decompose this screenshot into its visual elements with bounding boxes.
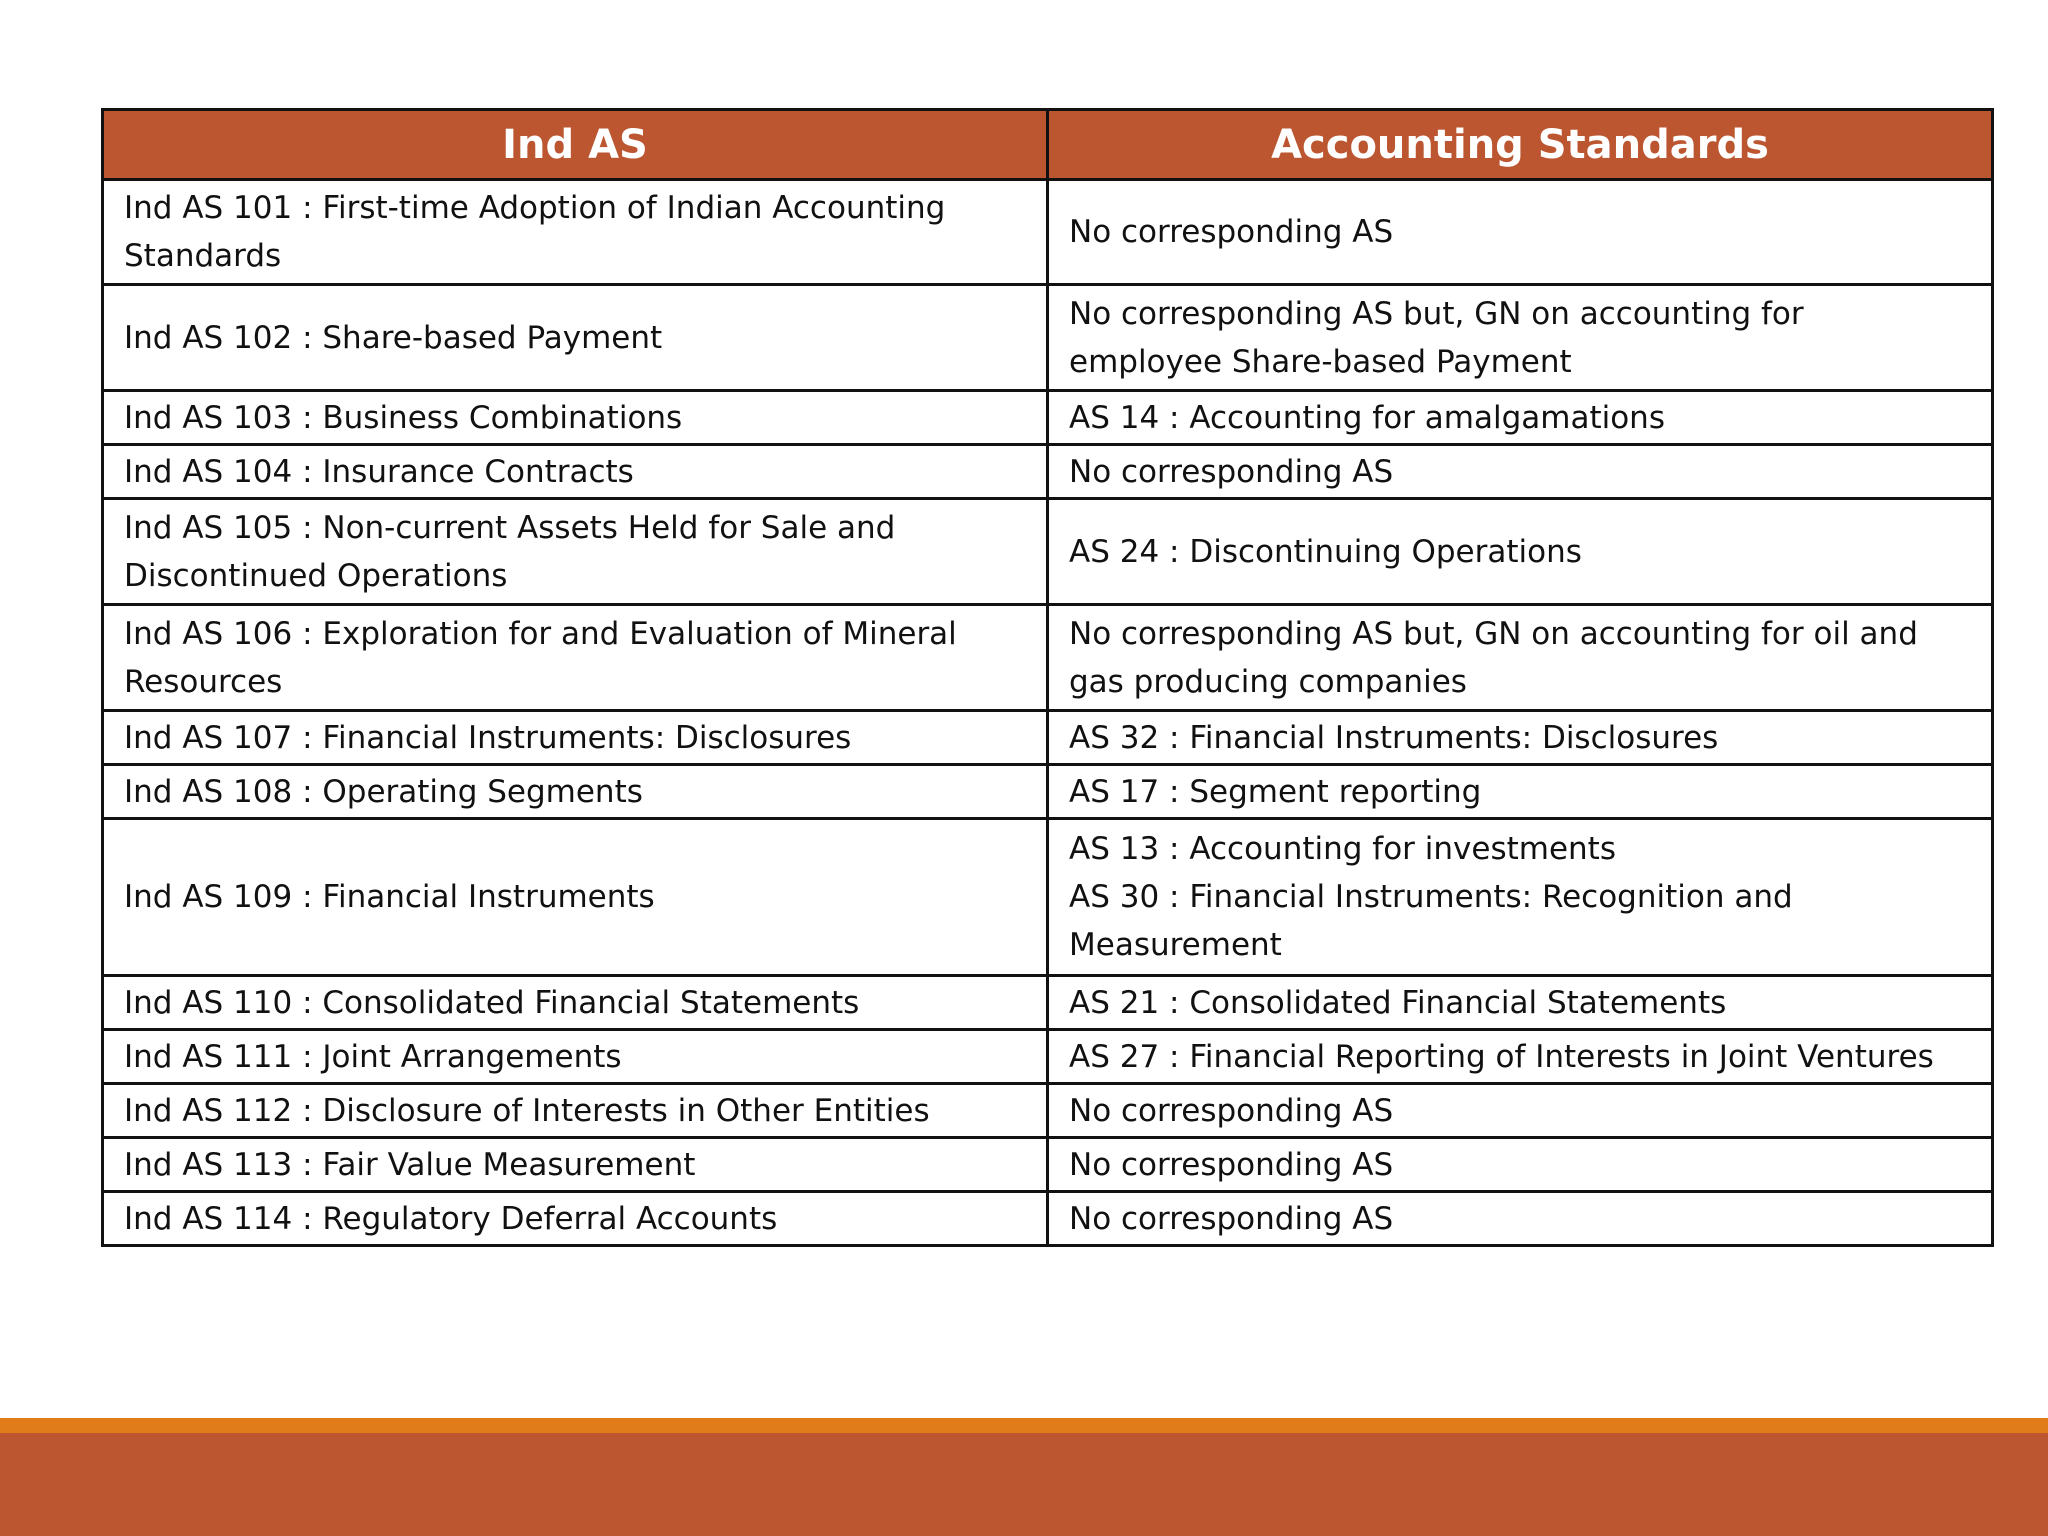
ind-as-cell [103,445,1048,499]
as-cell [1048,180,1993,285]
ind-as-cell [103,1030,1048,1084]
ind-as-cell [103,391,1048,445]
cell-text-line: Ind AS 102 : Share-based Payment [124,319,663,356]
cell-text-line: Resources [124,663,283,700]
cell-text-line: Ind AS 104 : Insurance Contracts [124,453,634,490]
as-cell [1048,1030,1993,1084]
cell-text-line: Discontinued Operations [124,557,508,594]
ind-as-cell [103,1138,1048,1192]
cell-text-line: Ind AS 113 : Fair Value Measurement [124,1146,696,1183]
cell-text-line: AS 21 : Consolidated Financial Statements [1069,984,1727,1021]
cell-text-line: Ind AS 112 : Disclosure of Interests in Other Entities [124,1092,930,1129]
cell-text-line: No corresponding AS [1069,453,1394,490]
table-header-row [103,110,1993,180]
cell-text-line: Ind AS 114 : Regulatory Deferral Accounts [124,1200,778,1237]
ind-as-cell [103,180,1048,285]
as-cell [1048,711,1993,765]
ind-as-cell [103,976,1048,1030]
cell-text-line: Ind AS 103 : Business Combinations [124,399,683,436]
cell-text-line: Ind AS 107 : Financial Instruments: Disclosures [124,719,852,756]
table-row [103,1084,1993,1138]
table-row [103,285,1993,391]
as-cell [1048,1138,1993,1192]
table-row [103,1138,1993,1192]
cell-text-line: AS 13 : Accounting for investments [1069,831,1616,867]
cell-text-line: AS 24 : Discontinuing Operations [1069,533,1582,570]
table-row [103,765,1993,819]
cell-text-line: gas producing companies [1069,663,1467,700]
table-row [103,499,1993,605]
ind-as-comparison-table [101,108,1994,1247]
cell-text-line: No corresponding AS but, GN on accounting for [1069,295,1804,332]
column-header-ind-as: Ind AS [103,110,1048,180]
column-header-accounting-standards: Accounting Standards [1048,110,1993,180]
cell-text-line: Standards [124,238,282,274]
ind-as-cell [103,285,1048,391]
table-row [103,976,1993,1030]
cell-text-line: AS 17 : Segment reporting [1069,773,1482,810]
as-cell [1048,1192,1993,1246]
cell-text-line: Measurement [1069,927,1282,963]
cell-text-line: No corresponding AS [1069,1092,1394,1129]
cell-text-line: Ind AS 109 : Financial Instruments [124,879,655,915]
ind-as-cell [103,711,1048,765]
cell-text-line: No corresponding AS [1069,214,1394,250]
cell-text-line: Ind AS 110 : Consolidated Financial Statements [124,984,860,1021]
ind-as-cell [103,819,1048,976]
as-cell [1048,765,1993,819]
cell-text-line: No corresponding AS but, GN on accounting for oil and [1069,615,1918,652]
footer-band [0,1433,2048,1536]
table-row [103,819,1993,976]
ind-as-cell [103,605,1048,711]
cell-text-line: Ind AS 106 : Exploration for and Evaluation of Mineral [124,615,957,652]
as-cell [1048,1084,1993,1138]
cell-text-line: AS 27 : Financial Reporting of Interests in Joint Ventures [1069,1038,1934,1075]
cell-text-line: Ind AS 108 : Operating Segments [124,773,643,810]
as-cell [1048,605,1993,711]
table-row [103,180,1993,285]
ind-as-cell [103,1192,1048,1246]
table-row [103,711,1993,765]
cell-text-line: AS 30 : Financial Instruments: Recognition and [1069,879,1793,915]
cell-text-line: AS 14 : Accounting for amalgamations [1069,399,1665,436]
cell-text-line: No corresponding AS [1069,1146,1394,1183]
as-cell [1048,819,1993,976]
cell-text-line: Ind AS 101 : First-time Adoption of Indian Accounting [124,190,946,226]
cell-text-line: Ind AS 111 : Joint Arrangements [124,1038,622,1075]
cell-text-line: No corresponding AS [1069,1200,1394,1237]
table-row [103,391,1993,445]
cell-text-line: Ind AS 105 : Non-current Assets Held for Sale and [124,509,896,546]
ind-as-cell [103,765,1048,819]
as-cell [1048,499,1993,605]
as-cell [1048,391,1993,445]
footer-accent-stripe [0,1418,2048,1433]
ind-as-cell [103,1084,1048,1138]
table-row [103,1030,1993,1084]
cell-text-line: employee Share-based Payment [1069,343,1572,380]
as-cell [1048,976,1993,1030]
table-row [103,445,1993,499]
as-cell [1048,445,1993,499]
cell-text-line: AS 32 : Financial Instruments: Disclosures [1069,719,1719,756]
table-row [103,605,1993,711]
ind-as-cell [103,499,1048,605]
as-cell [1048,285,1993,391]
table-row [103,1192,1993,1246]
